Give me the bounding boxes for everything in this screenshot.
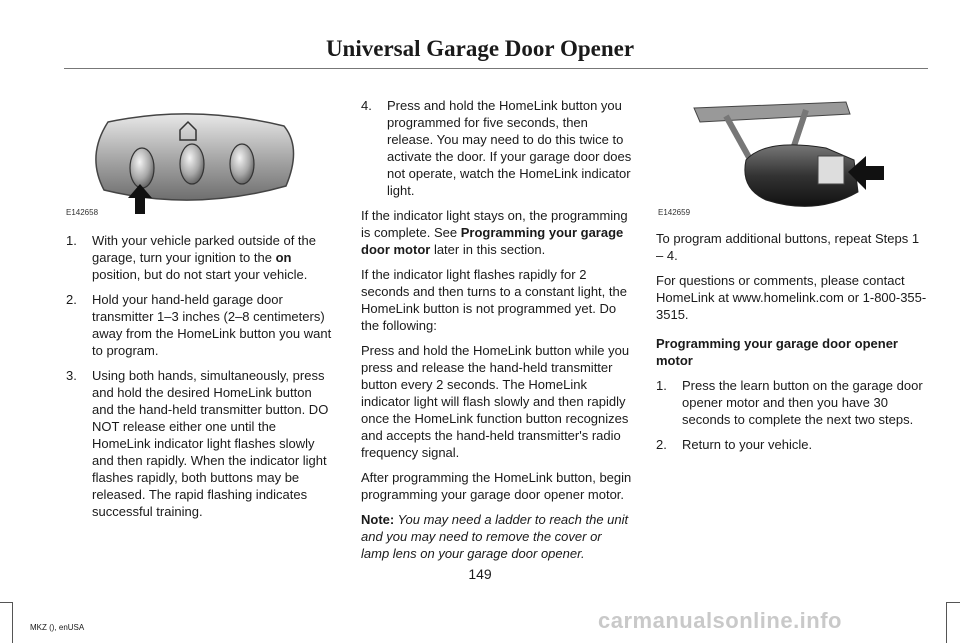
paragraph: Press and hold the HomeLink button while you press and release the hand-held transmitter button every 2 seconds. The HomeLink indicator light will flash slowly and then rapidly once the HomeLink function button recognizes and accepts the hand-held transmitter's radio frequency signal. (361, 343, 630, 460)
step-text: Press the learn button on the garage door opener motor and then you have 30 seconds to complete the next two steps. (682, 378, 923, 427)
step-text: Return to your vehicle. (682, 437, 813, 452)
step-number: 2. (66, 292, 77, 307)
homelink-buttons-illustration (88, 108, 300, 218)
list-item (66, 291, 336, 359)
page-number: 149 (468, 566, 492, 582)
step-text: Using both hands, simultaneously, press and hold the desired HomeLink button and the hand-held transmitter button. DO NOT release either one until the HomeLink indicator light flashes slowly and then rapidly. When the indicator light flashes rapidly, both buttons may be released. The rapid flashing indicates successful training. (92, 368, 329, 519)
figure-label-left: E142658 (66, 208, 99, 217)
step-text-bold: on (275, 250, 292, 265)
step-text: Press and hold the HomeLink button you programmed for five seconds, then release. You may need to do this twice to activate the door. If your garage door does not operate, watch the HomeLink indicator light. (387, 98, 632, 198)
note-label: Note: (361, 512, 395, 527)
list-item (656, 436, 928, 453)
crop-mark (946, 602, 960, 603)
paragraph-post: later in this section. (430, 242, 546, 257)
column-3 (656, 230, 928, 461)
list-item (66, 232, 336, 283)
paragraph: If the indicator light flashes rapidly for 2 seconds and then turns to a constant light, the HomeLink button is not programmed yet. Do the following: (361, 267, 627, 333)
page-title: Universal Garage Door Opener (325, 36, 635, 61)
lamp-lens (818, 156, 844, 184)
steps-list-3 (656, 377, 928, 453)
steps-list-2 (361, 97, 633, 199)
step-number: 1. (656, 378, 667, 393)
cross-reference-link[interactable]: Programming your garage door motor (361, 225, 624, 257)
paragraph: For questions or comments, please contact HomeLink at www.homelink.com or 1-800-355-3515. (656, 273, 927, 322)
list-item (361, 97, 633, 199)
list-item (66, 367, 336, 520)
step-number: 2. (656, 437, 667, 452)
step-text-pre: With your vehicle parked outside of the garage, turn your ignition to the (92, 233, 317, 265)
section-heading: Programming your garage door opener motor (656, 336, 898, 368)
crop-mark (946, 602, 947, 643)
garage-door-opener-illustration (686, 100, 906, 218)
note (361, 511, 633, 562)
homelink-button-1 (130, 148, 154, 188)
paragraph-pre: If the indicator light stays on, the programming is complete. See (361, 208, 628, 240)
homelink-button-3 (230, 144, 254, 184)
step-number: 1. (66, 233, 77, 248)
step-number: 3. (66, 368, 77, 383)
homelink-button-2 (180, 144, 204, 184)
figure-label-right: E142659 (658, 208, 691, 217)
paragraph: To program additional buttons, repeat Steps 1 – 4. (656, 231, 920, 263)
column-2 (361, 97, 633, 570)
watermark: carmanualsonline.info (598, 608, 842, 633)
rail (694, 102, 850, 122)
title-rule (64, 68, 928, 69)
steps-list-1 (66, 232, 336, 520)
footer-text: MKZ (), enUSA (30, 623, 85, 632)
step-number: 4. (361, 98, 372, 113)
note-text: You may need a ladder to reach the unit and you may need to remove the cover or lamp lens on your garage door opener. (361, 512, 629, 561)
step-text-post: position, but do not start your vehicle. (92, 267, 308, 282)
step-text: Hold your hand-held garage door transmitter 1–3 inches (2–8 centimeters) away from the HomeLink button you want to program. (92, 292, 332, 358)
column-1 (66, 232, 336, 528)
crop-mark (12, 602, 13, 643)
paragraph: After programming the HomeLink button, begin programming your garage door opener motor. (361, 470, 632, 502)
crop-mark (0, 602, 12, 603)
paragraph (361, 207, 633, 258)
list-item (656, 377, 928, 428)
